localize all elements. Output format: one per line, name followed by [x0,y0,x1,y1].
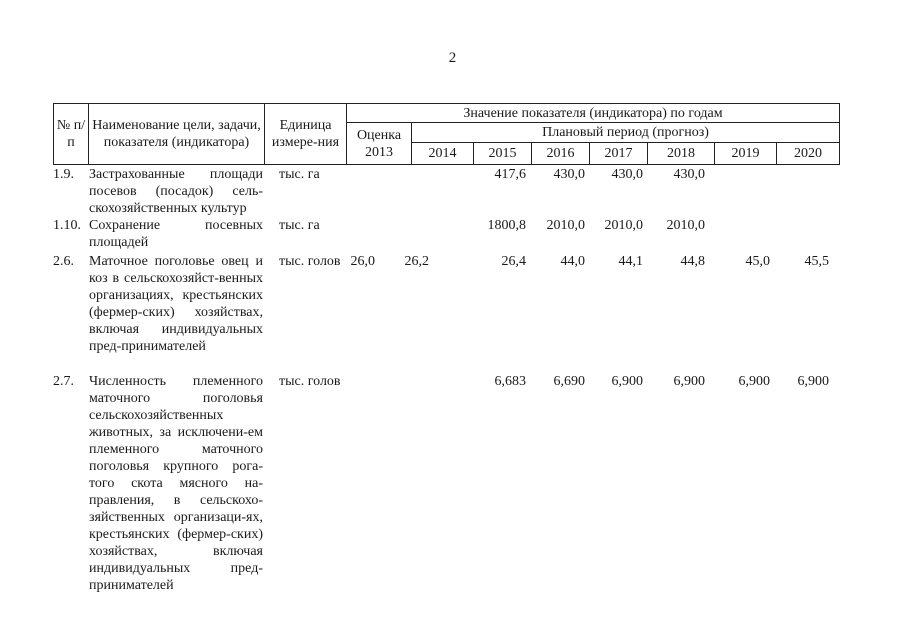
row-unit: тыс. га [279,218,320,233]
row-unit: тыс. голов [279,254,341,269]
row-value-2016: 430,0 [553,167,585,182]
row-value-2015: 1800,8 [487,218,526,233]
header-year: 2019 [715,143,777,165]
row-value-2017: 2010,0 [604,218,643,233]
row-unit: тыс. голов [279,374,341,389]
row-num: 2.7. [53,374,74,389]
header-year: 2020 [777,143,840,165]
table-header [53,103,840,165]
header-year: 2015 [474,143,532,165]
row-value-2017: 430,0 [611,167,643,182]
row-value-2016: 2010,0 [546,218,585,233]
row-name: Сохранение посевных площадей [89,218,263,250]
header-year: 2017 [590,143,648,165]
row-value-2019: 45,0 [745,254,770,269]
row-value-2014: 26,2 [404,254,429,269]
row-num: 1.9. [53,167,74,182]
table-body [0,166,905,598]
row-value-2016: 6,690 [553,374,585,389]
row-value-2019: 6,900 [738,374,770,389]
row-value-2018: 430,0 [673,167,705,182]
row-value-2015: 6,683 [494,374,526,389]
row-value-2013: 26,0 [350,254,375,269]
row-value-2020: 45,5 [804,254,829,269]
row-num: 1.10. [53,218,81,233]
header-unit: Единица измере-ния [265,104,347,165]
row-name: Маточное поголовье овец и коз в сельскохозяйст-венных организациях, крестьянских (фермер-ских) хозяйствах, включая индивидуальных пред-принимателей [89,254,263,354]
table-row [0,217,905,253]
header-num: № п/п [54,104,89,165]
row-num: 2.6. [53,254,74,269]
header-estimate: Оценка 2013 [347,123,412,165]
row-name: Численность племенного маточного поголовья сельскохозяйственных животных, за исключени-ем племенного маточного поголовья крупного рога-того скота мясного на-правления, в сельскохо-зяйственных организаци-ях, крестьянских (фермер-ских) хозяйствах, включая индивидуальных пред-принимателей [89,374,263,593]
row-value-2020: 6,900 [797,374,829,389]
row-unit: тыс. га [279,167,320,182]
header-year: 2016 [532,143,590,165]
row-value-2018: 44,8 [680,254,705,269]
row-value-2018: 2010,0 [666,218,705,233]
table-row [0,253,905,373]
header-value-group: Значение показателя (индикатора) по годам [347,104,840,123]
header-name: Наименование цели, задачи, показателя (индикатора) [89,104,265,165]
header-plan-group: Плановый период (прогноз) [412,123,840,143]
row-name: Застрахованные площади посевов (посадок) сель-скохозяйственных культур [89,167,263,216]
row-value-2015: 417,6 [494,167,526,182]
row-value-2016: 44,0 [560,254,585,269]
table-row [0,166,905,217]
row-value-2015: 26,4 [501,254,526,269]
row-value-2018: 6,900 [673,374,705,389]
header-year: 2018 [648,143,715,165]
table-row [0,373,905,598]
header-year: 2014 [412,143,474,165]
page-number: 2 [448,50,457,66]
row-value-2017: 44,1 [618,254,643,269]
row-value-2017: 6,900 [611,374,643,389]
